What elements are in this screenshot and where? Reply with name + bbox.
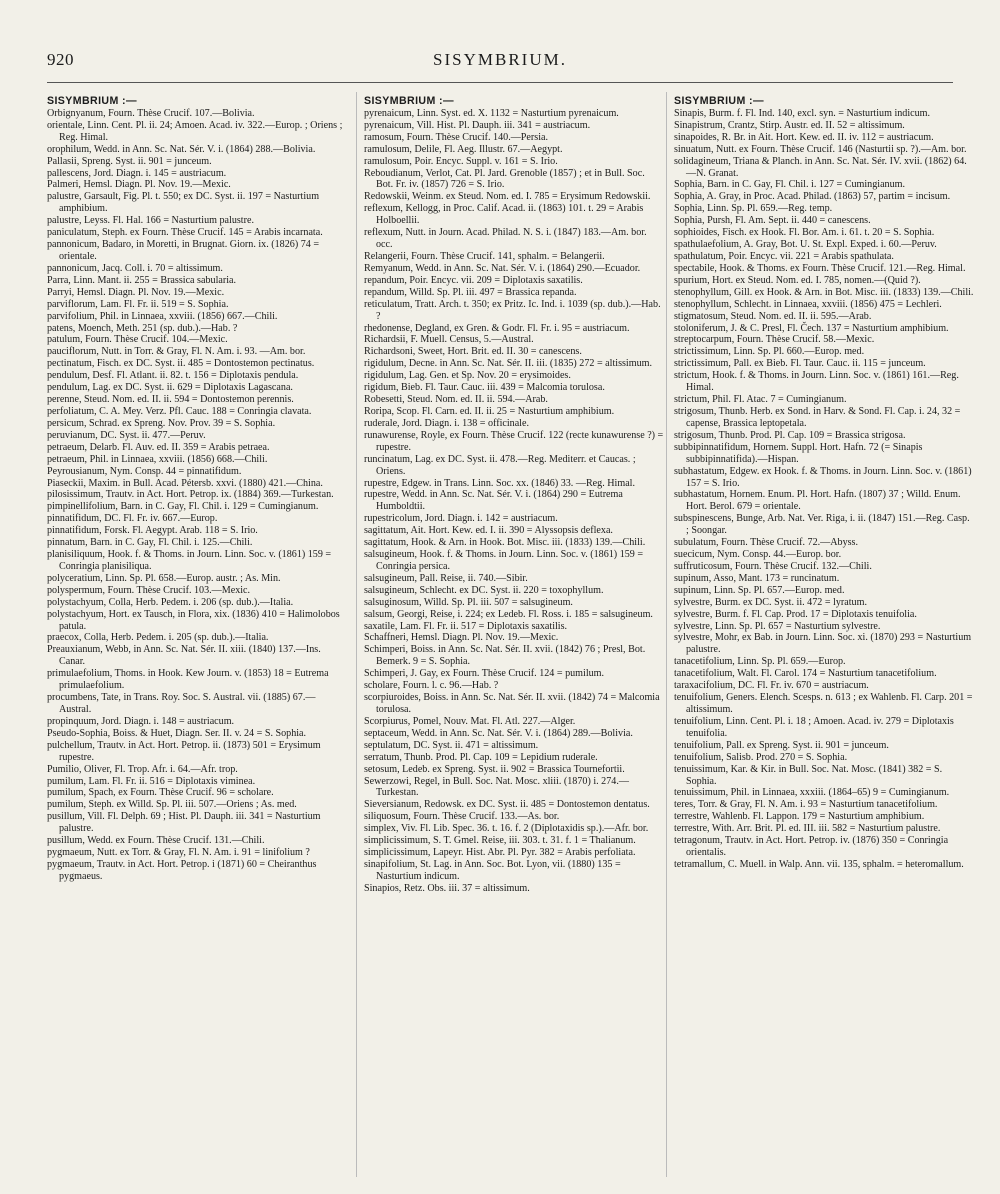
index-entry: sylvestre, Burm. ex DC. Syst. ii. 472 = lyratum.	[674, 596, 867, 608]
index-entry: rupestre, Wedd. in Ann. Sc. Nat. Sér. V. i. (1864) 290 = Eutrema Humboldtii.	[364, 489, 623, 513]
index-entry: patens, Moench, Meth. 251 (sp. dub.).—Hab. ?	[47, 322, 238, 334]
column-header: SISYMBRIUM :—	[47, 95, 137, 107]
index-entry: strigosum, Thunb. Herb. ex Sond. in Harv. & Sond. Fl. Cap. i. 24, 32 = capense, Brassica leptopetala.	[674, 405, 961, 429]
index-entry: supinum, Linn. Sp. Pl. 657.—Europ. med.	[674, 584, 845, 596]
index-entry: repandum, Poir. Encyc. vii. 209 = Diplotaxis saxatilis.	[364, 274, 583, 286]
column-3	[674, 96, 974, 871]
index-entry: tenuissimum, Phil. in Linnaea, xxxiii. (1864–65) 9 = Cumingianum.	[674, 787, 950, 799]
index-entry: Sinapios, Retz. Obs. iii. 37 = altissimum.	[364, 882, 530, 894]
index-entry: teres, Torr. & Gray, Fl. N. Am. i. 93 = Nasturtium tanacetifolium.	[674, 799, 938, 811]
index-entry: tanacetifolium, Walt. Fl. Carol. 174 = Nasturtium tanacetifolium.	[674, 668, 937, 680]
index-entry: tetragonum, Trautv. in Act. Hort. Petrop. iv. (1876) 350 = Conringia orientalis.	[674, 835, 949, 859]
index-entry: runcinatum, Lag. ex DC. Syst. ii. 478.—Reg. Mediterr. et Caucas. ; Oriens.	[364, 453, 636, 477]
index-entry: pyrenaicum, Linn. Syst. ed. X. 1132 = Nasturtium pyrenaicum.	[364, 107, 619, 119]
index-entry: repandum, Willd. Sp. Pl. iii. 497 = Brassica repanda.	[364, 286, 577, 298]
index-entry: tenuifolium, Linn. Cent. Pl. i. 18 ; Amoen. Acad. iv. 279 = Diplotaxis tenuifolia.	[674, 715, 954, 739]
index-entry: paniculatum, Steph. ex Fourn. Thèse Crucif. 145 = Arabis incarnata.	[47, 227, 323, 239]
index-entry: sinapoides, R. Br. in Ait. Hort. Kew. ed. II. iv. 112 = austriacum.	[674, 131, 934, 143]
index-entry: ramulosum, Delile, Fl. Aeg. Illustr. 67.—Aegypt.	[364, 143, 563, 155]
index-entry: tenuifolium, Pall. ex Spreng. Syst. ii. 901 = junceum.	[674, 739, 889, 751]
index-entry: pendulum, Lag. ex DC. Syst. ii. 629 = Diplotaxis Lagascana.	[47, 382, 293, 394]
index-entry: scholare, Fourn. l. c. 96.—Hab. ?	[364, 680, 499, 692]
index-entry: strictum, Phil. Fl. Atac. 7 = Cumingianum.	[674, 394, 847, 406]
index-entry: Redowskii, Weinm. ex Steud. Nom. ed. I. 785 = Erysimum Redowskii.	[364, 191, 651, 203]
index-entry: planisiliquum, Hook. f. & Thoms. in Journ. Linn. Soc. v. (1861) 159 = Conringia planisiliqua.	[47, 549, 332, 572]
index-entry: terrestre, Wahlenb. Fl. Lappon. 179 = Nasturtium amphibium.	[674, 811, 925, 823]
index-entry: persicum, Schrad. ex Spreng. Nov. Prov. 39 = S. Sophia.	[47, 417, 276, 429]
index-entry: Richardsoni, Sweet, Hort. Brit. ed. II. 30 = canescens.	[364, 346, 582, 358]
column-1	[47, 96, 347, 883]
index-entry: polystachyum, Hort. ex Tausch, in Flora, xix. (1836) 410 = Halimolobos patula.	[47, 608, 340, 632]
index-entry: Schaffneri, Hemsl. Diagn. Pl. Nov. 19.—Mexic.	[364, 632, 559, 644]
index-entry: suecicum, Nym. Consp. 44.—Europ. bor.	[674, 549, 842, 561]
index-entry: serratum, Thunb. Prod. Pl. Cap. 109 = Lepidium ruderale.	[364, 751, 598, 763]
index-entry: palustre, Garsault, Fig. Pl. t. 550; ex DC. Syst. ii. 197 = Nasturtium amphibium.	[47, 191, 320, 215]
index-entry: Pallasii, Spreng. Syst. ii. 901 = junceum.	[47, 155, 212, 167]
index-entry: procumbens, Tate, in Trans. Roy. Soc. S. Austral. vii. (1885) 67.—Austral.	[47, 692, 316, 716]
index-entry: salsum, Georgi, Reise, i. 224; ex Ledeb. Fl. Ross. i. 185 = salsugineum.	[364, 608, 653, 620]
index-entry: reticulatum, Tratt. Arch. t. 350; ex Pritz. Ic. Ind. i. 1039 (sp. dub.).—Hab. ?	[364, 298, 661, 322]
index-entry: pumilum, Lam. Fl. Fr. ii. 516 = Diplotaxis viminea.	[47, 775, 256, 787]
index-entry: tenuifolium, Geners. Elench. Scesps. n. 613 ; ex Wahlenb. Fl. Carp. 201 = altissimum.	[674, 692, 973, 716]
index-entry: Richardsii, F. Muell. Census, 5.—Austral.	[364, 334, 534, 346]
index-entry: rigidum, Bieb. Fl. Taur. Cauc. iii. 439 = Malcomia torulosa.	[364, 382, 605, 394]
column-divider	[666, 92, 667, 1177]
index-entry: Sophia, A. Gray, in Proc. Acad. Philad. (1863) 57, partim = incisum.	[674, 191, 951, 203]
index-entry: orophilum, Wedd. in Ann. Sc. Nat. Sér. V. i. (1864) 288.—Bolivia.	[47, 143, 316, 155]
index-entry: strigosum, Thunb. Prod. Pl. Cap. 109 = Brassica strigosa.	[674, 429, 906, 441]
index-entry: Pseudo-Sophia, Boiss. & Huet, Diagn. Ser. II. v. 24 = S. Sophia.	[47, 727, 307, 739]
index-entry: Parra, Linn. Mant. ii. 255 = Brassica sabularia.	[47, 274, 237, 286]
index-entry: polyspermum, Fourn. Thèse Crucif. 103.—Mexic.	[47, 584, 251, 596]
index-entry: stoloniferum, J. & C. Presl, Fl. Čech. 137 = Nasturtium amphibium.	[674, 322, 949, 334]
index-entry: tenuissimum, Kar. & Kir. in Bull. Soc. Nat. Mosc. (1841) 382 = S. Sophia.	[674, 763, 943, 787]
index-entry: Sophia, Linn. Sp. Pl. 659.—Reg. temp.	[674, 203, 833, 215]
index-entry: spectabile, Hook. & Thoms. ex Fourn. Thèse Crucif. 121.—Reg. Himal.	[674, 262, 966, 274]
index-entry: siliquosum, Fourn. Thèse Crucif. 133.—As. bor.	[364, 811, 560, 823]
index-entry: Pumilio, Oliver, Fl. Trop. Afr. i. 64.—Afr. trop.	[47, 763, 238, 775]
index-entry: palustre, Leyss. Fl. Hal. 166 = Nasturtium palustre.	[47, 215, 254, 227]
index-entry: taraxacifolium, DC. Fl. Fr. iv. 670 = austriacum.	[674, 680, 869, 692]
index-entry: pilosissimum, Trautv. in Act. Hort. Petrop. ix. (1884) 369.—Turkestan.	[47, 489, 334, 501]
index-entry: stigmatosum, Steud. Nom. ed. II. ii. 595.—Arab.	[674, 310, 872, 322]
index-entry: tenuifolium, Salisb. Prod. 270 = S. Sophia.	[674, 751, 848, 763]
index-entry: pannonicum, Badaro, in Moretti, in Brugnat. Giorn. ix. (1826) 74 = orientale.	[47, 239, 320, 262]
index-entry: Schimperi, Boiss. in Ann. Sc. Nat. Sér. II. xvii. (1842) 76 ; Presl, Bot. Bemerk. 9 = S. Sophia.	[364, 644, 646, 668]
index-entry: runawurense, Royle, ex Fourn. Thèse Crucif. 122 (recte kunawurense ?) = rupestre.	[364, 429, 664, 453]
index-entry: perenne, Steud. Nom. ed. II. ii. 594 = Dontostemon perennis.	[47, 394, 294, 406]
index-entry: petraeum, Delarb. Fl. Auv. ed. II. 359 = Arabis petraea.	[47, 441, 270, 453]
index-entry: simplicissimum, S. T. Gmel. Reise, iii. 303. t. 31. f. 1 = Thalianum.	[364, 835, 636, 847]
index-entry: Robesetti, Steud. Nom. ed. II. ii. 594.—Arab.	[364, 394, 548, 406]
index-entry: septaceum, Wedd. in Ann. Sc. Nat. Sér. V. i. (1864) 289.—Bolivia.	[364, 727, 633, 739]
index-entry: Sophia, Barn. in C. Gay, Fl. Chil. i. 127 = Cumingianum.	[674, 179, 906, 191]
index-entry: tetramallum, C. Muell. in Walp. Ann. vii. 135, sphalm. = heteromallum.	[674, 859, 964, 870]
index-entry: salsugineum, Pall. Reise, ii. 740.—Sibir.	[364, 572, 528, 584]
index-entry: petraeum, Phil. in Linnaea, xxviii. (1856) 668.—Chili.	[47, 453, 268, 465]
index-entry: pendulum, Desf. Fl. Atlant. ii. 82. t. 156 = Diplotaxis pendula.	[47, 370, 299, 382]
index-entry: salsugineum, Hook. f. & Thoms. in Journ. Linn. Soc. v. (1861) 159 = Conringia persica.	[364, 549, 644, 572]
index-entry: ramosum, Fourn. Thèse Crucif. 140.—Persia.	[364, 131, 548, 143]
index-entry: rupestre, Edgew. in Trans. Linn. Soc. xx. (1846) 33. —Reg. Himal.	[364, 477, 636, 489]
index-entry: sylvestre, Burm. f. Fl. Cap. Prod. 17 = Diplotaxis tenuifolia.	[674, 608, 917, 620]
index-entry: reflexum, Nutt. in Journ. Acad. Philad. N. S. i. (1847) 183.—Am. bor. occ.	[364, 227, 647, 251]
index-entry: saxatile, Lam. Fl. Fr. ii. 517 = Diplotaxis saxatilis.	[364, 620, 568, 632]
index-entry: perfoliatum, C. A. Mey. Verz. Pfl. Cauc. 188 = Conringia clavata.	[47, 405, 312, 417]
index-entry: sylvestre, Mohr, ex Bab. in Journ. Linn. Soc. xi. (1870) 293 = Nasturtium palustre.	[674, 632, 972, 656]
index-entry: strictissimum, Pall. ex Bieb. Fl. Taur. Cauc. ii. 115 = junceum.	[674, 358, 926, 370]
index-entry: salsugineum, Schlecht. ex DC. Syst. ii. 220 = toxophyllum.	[364, 584, 604, 596]
index-entry: salsuginosum, Willd. Sp. Pl. iii. 507 = salsugineum.	[364, 596, 573, 608]
index-entry: spathulaefolium, A. Gray, Bot. U. St. Expl. Exped. i. 60.—Peruv.	[674, 239, 937, 251]
index-entry: ruderale, Jord. Diagn. i. 138 = officinale.	[364, 417, 529, 429]
index-entry: Remyanum, Wedd. in Ann. Sc. Nat. Sér. V. i. (1864) 290.—Ecuador.	[364, 262, 641, 274]
index-entry: Piaseckii, Maxim. in Bull. Acad. Pétersb. xxvi. (1880) 421.—China.	[47, 477, 323, 489]
index-entry: parvifolium, Phil. in Linnaea, xxviii. (1856) 667.—Chili.	[47, 310, 278, 322]
index-entry: Reboudianum, Verlot, Cat. Pl. Jard. Grenoble (1857) ; et in Bull. Soc. Bot. Fr. iv. (1857) 726 = S. Irio.	[364, 167, 645, 191]
index-entry: Orbignyanum, Fourn. Thèse Crucif. 107.—Bolivia.	[47, 107, 255, 119]
index-entry: strictissimum, Linn. Sp. Pl. 660.—Europ. med.	[674, 346, 865, 358]
index-entry: strictum, Hook. f. & Thoms. in Journ. Linn. Soc. v. (1861) 161.—Reg. Himal.	[674, 370, 959, 394]
index-entry: primulaefolium, Thoms. in Hook. Kew Journ. v. (1853) 18 = Eutrema primulaefolium.	[47, 668, 329, 692]
index-entry: sophioides, Fisch. ex Hook. Fl. Bor. Am. i. 61. t. 20 = S. Sophia.	[674, 227, 935, 239]
index-entry: pumilum, Steph. ex Willd. Sp. Pl. iii. 507.—Oriens ; As. med.	[47, 799, 297, 811]
index-entry: pinnatifidum, Forsk. Fl. Aegypt. Arab. 118 = S. Irio.	[47, 525, 258, 537]
index-entry: simplicissimum, Lapeyr. Hist. Abr. Pl. Pyr. 382 = Arabis perfoliata.	[364, 847, 636, 859]
index-entry: pulchellum, Trautv. in Act. Hort. Petrop. ii. (1873) 501 = Erysimum rupestre.	[47, 739, 321, 763]
index-entry: Sophia, Pursh, Fl. Am. Sept. ii. 440 = canescens.	[674, 215, 871, 227]
index-entry: simplex, Viv. Fl. Lib. Spec. 36. t. 16. f. 2 (Diplotaxidis sp.).—Afr. bor.	[364, 823, 649, 835]
index-entry: reflexum, Kellogg, in Proc. Calif. Acad. ii. (1863) 101. t. 29 = Arabis Holboellii.	[364, 203, 644, 227]
index-entry: subulatum, Fourn. Thèse Crucif. 72.—Abyss.	[674, 537, 859, 549]
index-entry: Sieversianum, Redowsk. ex DC. Syst. ii. 485 = Dontostemon dentatus.	[364, 799, 650, 811]
index-entry: sinapifolium, St. Lag. in Ann. Soc. Bot. Lyon, vii. (1880) 135 = Nasturtium indicum.	[364, 859, 621, 882]
index-entry: propinquum, Jord. Diagn. i. 148 = austriacum.	[47, 715, 235, 727]
index-entry: peruvianum, DC. Syst. ii. 477.—Peruv.	[47, 429, 206, 441]
index-entry: tanacetifolium, Linn. Sp. Pl. 659.—Europ.	[674, 656, 846, 668]
index-entry: rigidulum, Lag. Gen. et Sp. Nov. 20 = erysimoides.	[364, 370, 571, 382]
index-entry: Relangerii, Fourn. Thèse Crucif. 141, sphalm. = Belangerii.	[364, 250, 605, 262]
index-entry: pygmaeum, Trautv. in Act. Hort. Petrop. i (1871) 60 = Cheiranthus pygmaeus.	[47, 859, 317, 882]
index-entry: Scorpiurus, Pomel, Nouv. Mat. Fl. Atl. 227.—Alger.	[364, 715, 576, 727]
index-entry: septulatum, DC. Syst. ii. 471 = altissimum.	[364, 739, 539, 751]
header-rule	[47, 82, 953, 83]
index-entry: pectinatum, Fisch. ex DC. Syst. ii. 485 = Dontostemon pectinatus.	[47, 358, 315, 370]
index-entry: suffruticosum, Fourn. Thèse Crucif. 132.—Chili.	[674, 560, 872, 572]
index-entry: praecox, Colla, Herb. Pedem. i. 205 (sp. dub.).—Italia.	[47, 632, 269, 644]
index-entry: parviflorum, Lam. Fl. Fr. ii. 519 = S. Sophia.	[47, 298, 229, 310]
index-entry: pusillum, Vill. Fl. Delph. 69 ; Hist. Pl. Dauph. iii. 341 = Nasturtium palustre.	[47, 811, 321, 835]
index-entry: Palmeri, Hemsl. Diagn. Pl. Nov. 19.—Mexic.	[47, 179, 231, 191]
index-entry: pyrenaicum, Vill. Hist. Pl. Dauph. iii. 341 = austriacum.	[364, 119, 591, 131]
index-entry: pusillum, Wedd. ex Fourn. Thèse Crucif. 131.—Chili.	[47, 835, 265, 847]
index-entry: pinnatifidum, DC. Fl. Fr. iv. 667.—Europ.	[47, 513, 218, 525]
index-entry: solidagineum, Triana & Planch. in Ann. Sc. Nat. Sér. IV. xvii. (1862) 64.—N. Granat.	[674, 155, 967, 179]
index-entry: orientale, Linn. Cent. Pl. ii. 24; Amoen. Acad. iv. 322.—Europ. ; Oriens ; Reg. Himal.	[47, 119, 343, 143]
index-entry: polystachyum, Colla, Herb. Pedem. i. 206 (sp. dub.).—Italia.	[47, 596, 294, 608]
index-entry: pinnatum, Barn. in C. Gay, Fl. Chil. i. 125.—Chili.	[47, 537, 253, 549]
page-number: 920	[47, 50, 74, 69]
index-entry: Sinapis, Burm. f. Fl. Ind. 140, excl. syn. = Nasturtium indicum.	[674, 107, 931, 119]
index-entry: Sinapistrum, Crantz, Stirp. Austr. ed. II. 52 = altissimum.	[674, 119, 905, 131]
index-entry: subhastatum, Edgew. ex Hook. f. & Thoms. in Journ. Linn. Soc. v. (1861) 157 = S. Irio.	[674, 465, 972, 489]
index-entry: scorpiuroides, Boiss. in Ann. Sc. Nat. Sér. II. xvii. (1842) 74 = Malcomia torulosa.	[364, 692, 660, 716]
index-entry: stenophyllum, Schlecht. in Linnaea, xxviii. (1856) 475 = Lechleri.	[674, 298, 942, 310]
index-entry: pannonicum, Jacq. Coll. i. 70 = altissimum.	[47, 262, 223, 274]
index-entry: terrestre, With. Arr. Brit. Pl. ed. III. iii. 582 = Nasturtium palustre.	[674, 823, 941, 835]
index-entry: supinum, Asso, Mant. 173 = runcinatum.	[674, 572, 840, 584]
index-entry: sylvestre, Linn. Sp. Pl. 657 = Nasturtium sylvestre.	[674, 620, 881, 632]
index-entry: pimpinellifolium, Barn. in C. Gay, Fl. Chil. i. 129 = Cumingianum.	[47, 501, 319, 513]
index-entry: Parryi, Hemsl. Diagn. Pl. Nov. 19.—Mexic.	[47, 286, 225, 298]
index-entry: pygmaeum, Nutt. ex Torr. & Gray, Fl. N. Am. i. 91 = linifolium ?	[47, 847, 310, 859]
index-entry: rigidulum, Decne. in Ann. Sc. Nat. Sér. II. iii. (1835) 272 = altissimum.	[364, 358, 653, 370]
index-entry: sinuatum, Nutt. ex Fourn. Thèse Crucif. 146 (Nasturtii sp. ?).—Am. bor.	[674, 143, 967, 155]
index-entry: Roripa, Scop. Fl. Carn. ed. II. ii. 25 = Nasturtium amphibium.	[364, 405, 615, 417]
column-header: SISYMBRIUM :—	[364, 95, 454, 107]
index-entry: ramulosum, Poir. Encyc. Suppl. v. 161 = S. Irio.	[364, 155, 558, 167]
running-title: SISYMBRIUM.	[433, 50, 567, 69]
index-entry: setosum, Ledeb. ex Spreng. Syst. ii. 902 = Brassica Tournefortii.	[364, 763, 625, 775]
index-entry: sagittatum, Hook. & Arn. in Hook. Bot. Misc. iii. (1833) 139.—Chili.	[364, 537, 646, 549]
index-entry: rupestricolum, Jord. Diagn. i. 142 = austriacum.	[364, 513, 558, 525]
index-entry: patulum, Fourn. Thèse Crucif. 104.—Mexic.	[47, 334, 228, 346]
index-entry: spathulatum, Poir. Encyc. vii. 221 = Arabis spathulata.	[674, 250, 894, 262]
index-entry: pumilum, Spach, ex Fourn. Thèse Crucif. 96 = scholare.	[47, 787, 274, 799]
index-entry: subspinescens, Bunge, Arb. Nat. Ver. Riga, i. ii. (1847) 151.—Reg. Casp. ; Soongar.	[674, 513, 970, 537]
column-header: SISYMBRIUM :—	[674, 95, 764, 107]
index-entry: stenophyllum, Gill. ex Hook. & Arn. in Bot. Misc. iii. (1833) 139.—Chili.	[674, 286, 974, 298]
index-entry: subbipinnatifidum, Hornem. Suppl. Hort. Hafn. 72 (= Sinapis subbipinnatifida).—Hispan.	[674, 441, 923, 465]
column-divider	[356, 92, 357, 1177]
column-2	[364, 96, 664, 895]
index-entry: Sewerzowi, Regel, in Bull. Soc. Nat. Mosc. xliii. (1870) i. 274.—Turkestan.	[364, 775, 629, 799]
index-entry: streptocarpum, Fourn. Thèse Crucif. 58.—Mexic.	[674, 334, 875, 346]
index-entry: subhastatum, Hornem. Enum. Pl. Hort. Hafn. (1807) 37 ; Willd. Enum. Hort. Berol. 679 = orientale.	[674, 489, 961, 513]
index-entry: Preauxianum, Webb, in Ann. Sc. Nat. Sér. II. xiii. (1840) 137.—Ins. Canar.	[47, 644, 321, 668]
index-entry: rhedonense, Degland, ex Gren. & Godr. Fl. Fr. i. 95 = austriacum.	[364, 322, 630, 334]
index-entry: pallescens, Jord. Diagn. i. 145 = austriacum.	[47, 167, 227, 179]
index-entry: polyceratium, Linn. Sp. Pl. 658.—Europ. austr. ; As. Min.	[47, 572, 281, 584]
index-entry: pauciflorum, Nutt. in Torr. & Gray, Fl. N. Am. i. 93. —Am. bor.	[47, 346, 306, 358]
index-entry: spurium, Hort. ex Steud. Nom. ed. I. 785, nomen.—(Quid ?).	[674, 274, 921, 286]
index-entry: sagittatum, Ait. Hort. Kew. ed. I. ii. 390 = Alyssopsis deflexa.	[364, 525, 613, 537]
index-entry: Schimperi, J. Gay, ex Fourn. Thèse Crucif. 124 = pumilum.	[364, 668, 605, 680]
index-entry: Peyrousianum, Nym. Consp. 44 = pinnatifidum.	[47, 465, 242, 477]
